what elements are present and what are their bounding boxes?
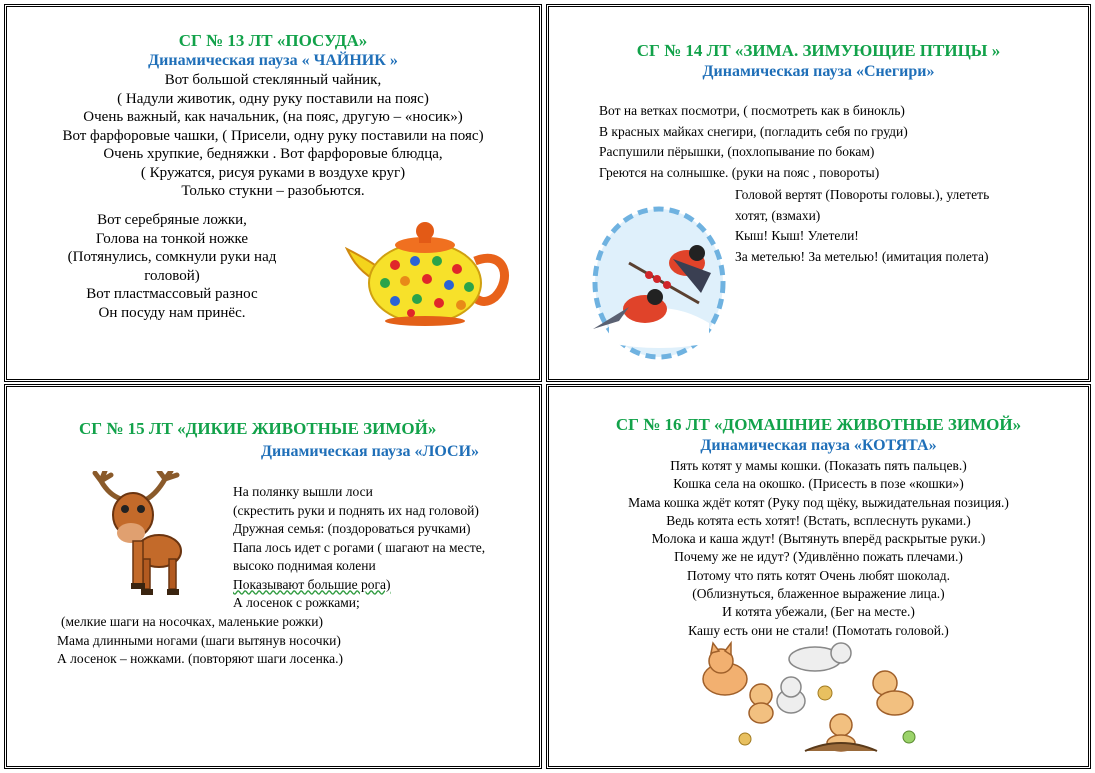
rhyme-line: Папа лось идет с рогами ( шагают на месте, — [233, 539, 486, 555]
rhyme-line: В красных майках снегири, (погладить себя по груди) — [599, 123, 908, 139]
rhyme-line: Кыш! Кыш! Улетели! — [735, 228, 859, 243]
rhyme-line: Вот пластмассовый разнос — [86, 286, 258, 302]
rhyme-line: Потому что пять котят Очень любят шоколад. — [686, 567, 951, 583]
rhyme-line: Только стукни – разобьются. — [181, 183, 365, 199]
rhyme-line: Дружная семья: (поздороваться ручками) — [233, 521, 471, 536]
kittens-icon — [695, 639, 935, 757]
rhyme-line: Вот большой стеклянный чайник, — [164, 72, 382, 88]
moose-icon — [81, 471, 191, 601]
rhyme-block — [599, 101, 908, 183]
rhyme-line: Мама кошка ждёт котят (Руку под щёку, выжидательная позиция.) — [628, 494, 1009, 510]
rhyme-block-2 — [37, 211, 307, 322]
rhyme-line: А лосенок с рожками; — [233, 595, 360, 610]
rhyme-block — [233, 483, 485, 613]
rhyme-line: (Потянулись, сомкнули руки над — [67, 249, 277, 265]
rhyme-line: Пять котят у мамы кошки. (Показать пять пальцев.) — [670, 458, 967, 473]
card-title: СГ № 15 ЛТ «ДИКИЕ ЖИВОТНЫЕ ЗИМОЙ» — [79, 419, 437, 438]
rhyme-line: Кашу есть они не стали! (Помотать головой.) — [688, 622, 949, 638]
rhyme-line: Показывают большие рога) — [233, 576, 391, 592]
rhyme-line: Мама длинными ногами (шаги вытянув носочки) — [57, 632, 341, 648]
card-15-wild-animals — [4, 384, 542, 769]
card-subtitle: Динамическая пауза «ЛОСИ» — [261, 443, 480, 460]
rhyme-block — [549, 457, 1088, 640]
card-subtitle: Динамическая пауза «КОТЯТА» — [700, 437, 937, 454]
rhyme-line: (Облизнуться, блаженное выражение лица.) — [692, 586, 945, 602]
bullfinch-icon — [589, 203, 729, 361]
rhyme-line: Вот на ветках посмотри, ( посмотреть как в бинокль) — [599, 103, 905, 118]
rhyme-line: И котята убежали, (Бег на месте.) — [722, 604, 915, 620]
card-subtitle: Динамическая пауза « ЧАЙНИК » — [148, 52, 398, 69]
card-13-dishes — [4, 4, 542, 382]
rhyme-line: Кошка села на окошко. (Присесть в позе «кошки») — [673, 476, 964, 492]
rhyme-line: Почему же не идут? (Удивлённо пожать плечами.) — [674, 549, 963, 565]
rhyme-line: ( Надули животик, одну руку поставили на пояс) — [117, 90, 429, 107]
rhyme-line: За метелью! За метелью! (имитация полета) — [735, 248, 989, 264]
card-subtitle: Динамическая пауза «Снегири» — [702, 63, 935, 80]
rhyme-line: головой) — [144, 267, 200, 284]
rhyme-line: Ведь котята есть хотят! (Встать, всплеснуть руками.) — [666, 512, 971, 528]
rhyme-line: Голова на тонкой ножке — [95, 230, 249, 247]
rhyme-line: Греются на солнышке. (руки на пояс , повороты) — [599, 164, 880, 180]
rhyme-line: высоко поднимая колени — [233, 558, 376, 573]
rhyme-line: ( Кружатся, рисуя руками в воздухе круг) — [140, 164, 406, 181]
rhyme-line: (скрестить руки и поднять их над головой) — [233, 502, 479, 518]
rhyme-line: Очень важный, как начальник, (на пояс, другую – «носик») — [83, 109, 463, 125]
rhyme-line: Очень хрупкие, бедняжки . Вот фарфоровые блюдца, — [103, 146, 443, 162]
rhyme-line: Он посуду нам принёс. — [98, 304, 246, 321]
teapot-icon — [345, 209, 515, 329]
card-title: СГ № 13 ЛТ «ПОСУДА» — [178, 31, 368, 50]
card-title: СГ № 16 ЛТ «ДОМАШНИЕ ЖИВОТНЫЕ ЗИМОЙ» — [615, 415, 1022, 434]
rhyme-line: Вот серебряные ложки, — [97, 212, 247, 228]
card-title: СГ № 14 ЛТ «ЗИМА. ЗИМУЮЩИЕ ПТИЦЫ » — [636, 41, 1001, 60]
rhyme-block-2 — [57, 613, 343, 669]
rhyme-line: А лосенок – ножками. (повторяют шаги лосенка.) — [57, 651, 344, 666]
card-16-domestic-animals — [546, 384, 1091, 769]
rhyme-line: Распушили пёрышки, (похлопывание по бокам) — [599, 144, 875, 159]
rhyme-line: хотят, (взмахи) — [735, 207, 821, 223]
rhyme-line: Вот фарфоровые чашки, ( Присели, одну руку поставили на пояс) — [62, 127, 484, 144]
rhyme-line: (мелкие шаги на носочках, маленькие рожки) — [61, 614, 323, 629]
card-14-winter-birds — [546, 4, 1091, 382]
rhyme-line: Головой вертят (Повороты головы.), улететь — [735, 187, 990, 202]
rhyme-block — [7, 71, 539, 201]
rhyme-line: На полянку вышли лоси — [233, 484, 373, 499]
rhyme-block-2 — [735, 185, 989, 267]
rhyme-line: Молока и каша ждут! (Вытянуть вперёд раскрытые руки.) — [651, 531, 986, 547]
